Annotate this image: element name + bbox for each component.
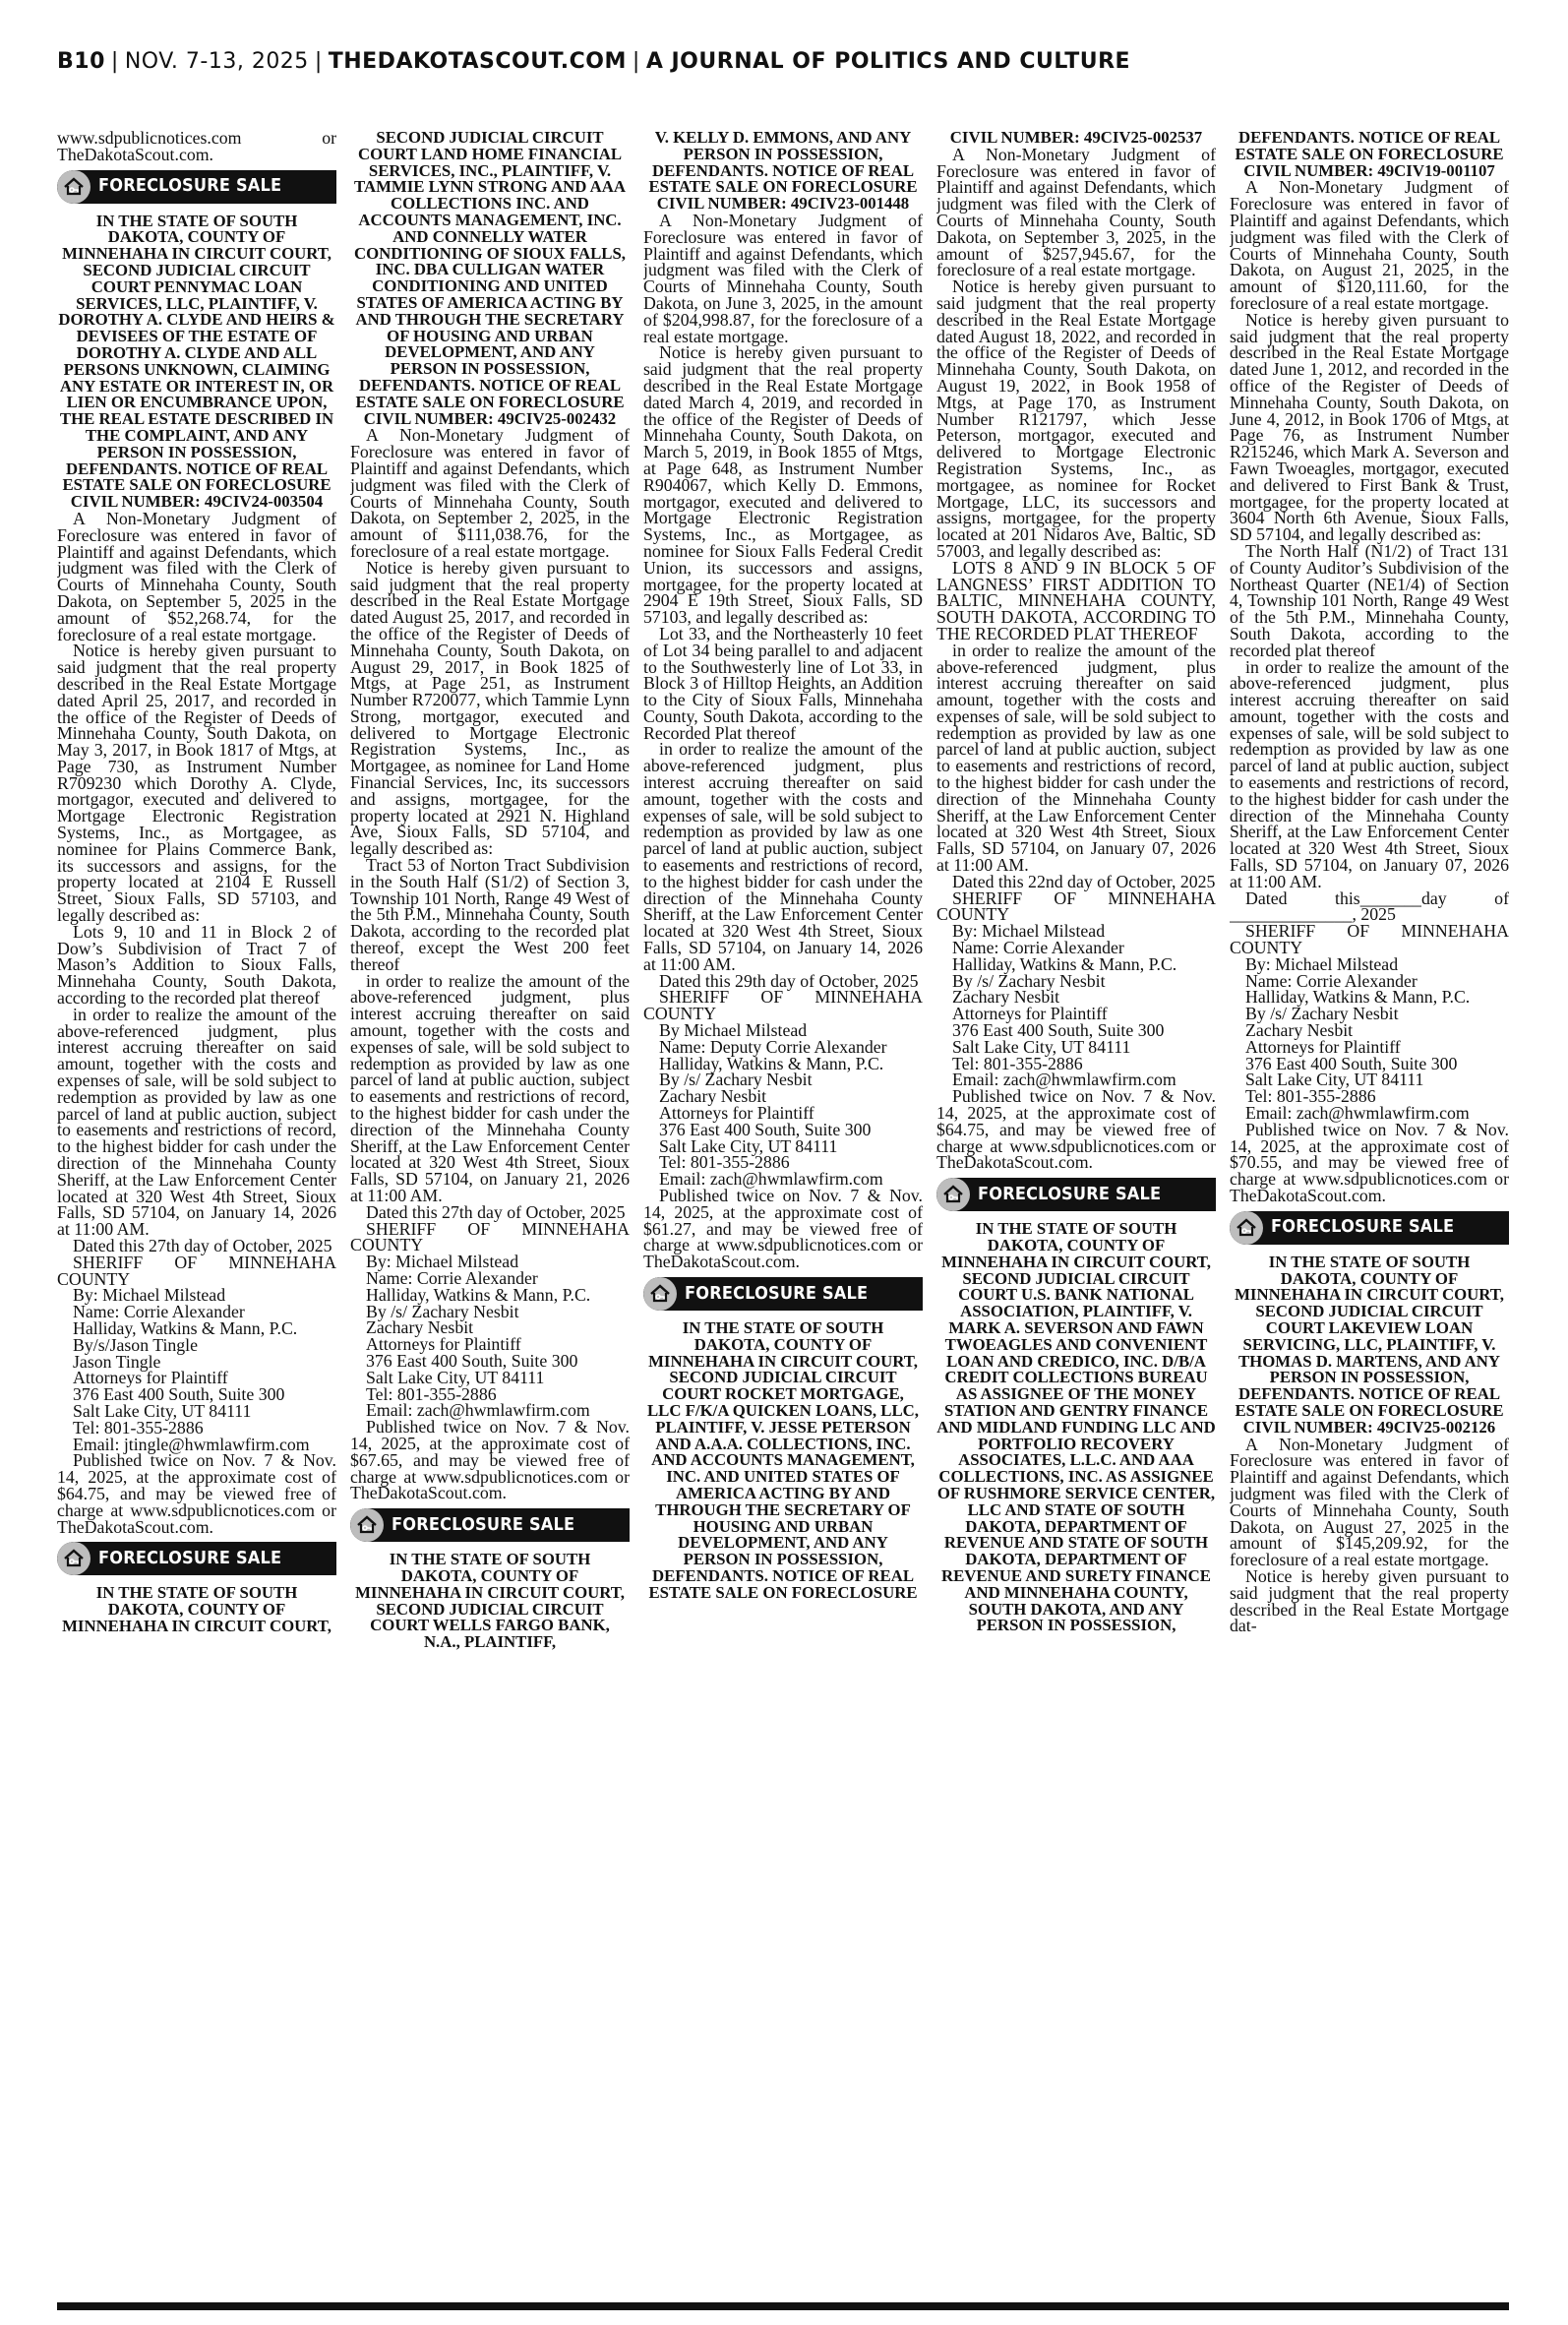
notice-paragraph: A Non-Monetary Judgment of Foreclosure was entered in favor of Plaintiff and against Defendants, which judgment was filed with the Clerk of Courts of Minnehaha County, South Dakota, on August 21, 2025, in the amount of $120,111.60, for the foreclosure of a real estate mortgage. <box>1230 177 1509 313</box>
notice-paragraph: By /s/ Zachary Nesbit <box>659 1070 813 1090</box>
notice-paragraph: A Non-Monetary Judgment of Foreclosure was entered in favor of Plaintiff and against Defendants, which judgment was filed with the Clerk of Courts of Minnehaha County, South Dakota, on September 5, 2025 in the amount of $52,268.74, for the foreclosure of a real estate mortgage. <box>57 508 336 644</box>
notice-caption: IN THE STATE OF SOUTH DAKOTA, COUNTY OF MINNEHAHA IN CIRCUIT COURT, SECOND JUDICIAL CIRCUIT COURT PENNYMAC LOAN SERVICES, LLC, PLAINTIFF, V. DOROTHY A. CLYDE AND HEIRS & DEVISEES OF THE ESTATE OF DOROTHY A. CLYDE AND ALL PERSONS UNKNOWN, CLAIMING ANY ESTATE OR INTEREST IN, OR LIEN OR ENCUMBRANCE UPON, THE REAL ESTATE DESCRIBED IN THE COMPLAINT, AND ANY PERSON IN POSSESSION, DEFENDANTS. NOTICE OF REAL ESTATE SALE ON FORECLOSURE CIVIL NUMBER: 49CIV24-003504 <box>58 211 335 512</box>
notice-paragraph: Published twice on Nov. 7 & Nov. 14, 2025, at the approximate cost of $67.65, and may be viewed free of charge at www.sdpublicnotices.com or TheDakotaScout.com. <box>350 1417 630 1503</box>
notice-paragraph: Halliday, Watkins & Mann, P.C. <box>1245 987 1471 1008</box>
header-separator: | <box>314 49 323 74</box>
notice-paragraph: A Non-Monetary Judgment of Foreclosure was entered in favor of Plaintiff and against Defendants, which judgment was filed with the Clerk of Courts of Minnehaha County, South Dakota, on September 2, 2025, in the amount of $111,038.76, for the foreclosure of a real estate mortgage. <box>350 425 630 561</box>
notice-caption: V. KELLY D. EMMONS, AND ANY PERSON IN POSSESSION, DEFENDANTS. NOTICE OF REAL ESTATE SALE ON FORECLOSURE CIVIL NUMBER: 49CIV23-001448 <box>648 130 918 214</box>
notice-paragraph: Tel: 801-355-2886 <box>73 1417 204 1438</box>
column-5 <box>1230 130 1509 2299</box>
notice-paragraph: Notice is hereby given pursuant to said judgment that the real property described in the Real Estate Mortgage dated June 1, 2012, and recorded in the office of the Register of Deeds of Minnehaha County, South Dakota, on June 4, 2012, in Book 1706 of Mtgs, at Page 76, as Instrument Number R215246, which Mark A. Severson and Fawn Twoeagles, mortgagor, executed and delivered to First Bank & Trust, mortgagee, for the property located at 3604 North 6th Avenue, Sioux Falls, SD 57104, and legally described as: <box>1230 309 1509 545</box>
header-separator: | <box>110 49 119 74</box>
publication-tagline: A JOURNAL OF POLITICS AND CULTURE <box>645 49 1131 74</box>
notice-paragraph: A Non-Monetary Judgment of Foreclosure was entered in favor of Plaintiff and against Defendants, which judgment was filed with the Clerk of Courts of Minnehaha County, South Dakota, on September 3, 2025, in the amount of $257,945.67, for the foreclosure of a real estate mortgage. <box>936 144 1216 280</box>
notice-paragraph: Notice is hereby given pursuant to said judgment that the real property described in the Real Estate Mortgage dated August 25, 2017, and recorded in the office of the Register of Deeds of Minnehaha County, South Dakota, on August 29, 2017, in Book 1825 of Mtgs, at Page 251, as Instrument Number R720077, which Tammie Lynn Strong, mortgagor, executed and delivered to Mortgage Electronic Registration Systems, Inc., as Mortgagee, as nominee for Land Home Financial Services, Inc, its successors and assigns, mortgagee, for the property located at 2921 N. Highland Ave, Sioux Falls, SD 57104, and legally described as: <box>350 557 630 859</box>
notice-paragraph: Tract 53 of Norton Tract Subdivision in the South Half (S1/2) of Section 3, Township 101 North, Range 49 West of the 5th P.M., Minnehaha County, South Dakota, according to the recorded plat thereof, except the West 200 feet thereof <box>350 855 630 974</box>
notice-paragraph: Email: zach@hwmlawfirm.com <box>659 1169 883 1190</box>
column-3 <box>643 130 923 2299</box>
notice-paragraph: By: Michael Milstead <box>73 1285 226 1306</box>
notice-paragraph: By/s/Jason Tingle <box>73 1334 198 1355</box>
banner-label: FORECLOSURE SALE <box>685 1282 869 1304</box>
legal-notices-columns <box>57 130 1509 2299</box>
notice-paragraph: Name: Corrie Alexander <box>952 938 1124 958</box>
notice-paragraph: Attorneys for Plaintiff <box>366 1334 521 1355</box>
notice-paragraph: By: Michael Milstead <box>366 1252 519 1272</box>
notice-paragraph: Email: jtingle@hwmlawfirm.com <box>73 1434 310 1454</box>
house-key-icon <box>350 1508 384 1542</box>
foreclosure-sale-banner <box>1230 1211 1509 1245</box>
notice-paragraph: Zachary Nesbit <box>659 1086 767 1107</box>
house-key-icon <box>1230 1211 1263 1245</box>
banner-label: FORECLOSURE SALE <box>98 175 282 197</box>
notice-caption: SECOND JUDICIAL CIRCUIT COURT LAND HOME FINANCIAL SERVICES, INC., PLAINTIFF, V. TAMMIE LYNN STRONG AND AAA COLLECTIONS INC. AND ACCOUNTS MANAGEMENT, INC. AND CONNELLY WATER CONDITIONING OF SIOUX FALLS, INC. DBA CULLIGAN WATER CONDITIONING AND UNITED STATES OF AMERICA ACTING BY AND THROUGH THE SECRETARY OF HOUSING AND URBAN DEVELOPMENT, AND ANY PERSON IN POSSESSION, DEFENDANTS. NOTICE OF REAL ESTATE SALE ON FORECLOSURE CIVIL NUMBER: 49CIV25-002432 <box>354 130 626 428</box>
notice-paragraph: Published twice on Nov. 7 & Nov. 14, 2025, at the approximate cost of $61.27, and may be viewed free of charge at www.sdpublicnotices.com or TheDakotaScout.com. <box>643 1186 923 1272</box>
header-separator: | <box>632 49 640 74</box>
notice-paragraph: Salt Lake City, UT 84111 <box>1245 1070 1424 1090</box>
notice-paragraph: Dated this 27th day of October, 2025 <box>73 1236 332 1255</box>
notice-paragraph: Halliday, Watkins & Mann, P.C. <box>366 1284 591 1305</box>
notice-paragraph: LOTS 8 AND 9 IN BLOCK 5 OF LANGNESS’ FIRST ADDITION TO BALTIC, MINNEHAHA COUNTY, SOUTH DAKOTA, ACCORDING TO THE RECORDED PLAT THEREOF <box>936 557 1216 643</box>
column-2 <box>350 130 630 2299</box>
notice-paragraph: Dated this 22nd day of October, 2025 <box>952 871 1216 891</box>
notice-paragraph: Zachary Nesbit <box>1245 1020 1354 1041</box>
notice-paragraph: Name: Corrie Alexander <box>1245 970 1417 991</box>
bottom-rule <box>57 2302 1509 2310</box>
notice-paragraph: By /s/ Zachary Nesbit <box>366 1301 519 1321</box>
notice-paragraph: Email: zach@hwmlawfirm.com <box>366 1400 590 1421</box>
notice-paragraph: Published twice on Nov. 7 & Nov. 14, 2025, at the approximate cost of $64.75, and may be viewed free of charge at www.sdpublicnotices.com or TheDakotaScout.com. <box>936 1086 1216 1173</box>
notice-caption: IN THE STATE OF SOUTH DAKOTA, COUNTY OF MINNEHAHA IN CIRCUIT COURT, SECOND JUDICIAL CIRCUIT COURT ROCKET MORTGAGE, LLC F/K/A QUICKEN LOANS, LLC, PLAINTIFF, V. JESSE PETERSON AND A.A.A. COLLECTIONS, INC. AND ACCOUNTS MANAGEMENT, INC. AND UNITED STATES OF AMERICA ACTING BY AND THROUGH THE SECRETARY OF HOUSING AND URBAN DEVELOPMENT, AND ANY PERSON IN POSSESSION, DEFENDANTS. NOTICE OF REAL ESTATE SALE ON FORECLOSURE <box>646 1317 919 1602</box>
notice-paragraph: Attorneys for Plaintiff <box>952 1004 1108 1024</box>
notice-paragraph: Salt Lake City, UT 84111 <box>73 1400 252 1421</box>
notice-paragraph: By /s/ Zachary Nesbit <box>952 970 1106 991</box>
notice-paragraph: Attorneys for Plaintiff <box>73 1368 228 1388</box>
notice-paragraph: Name: Corrie Alexander <box>73 1302 245 1322</box>
foreclosure-sale-banner <box>643 1277 923 1311</box>
column-4 <box>936 130 1216 2299</box>
notice-caption: IN THE STATE OF SOUTH DAKOTA, COUNTY OF MINNEHAHA IN CIRCUIT COURT, SECOND JUDICIAL CIRCUIT COURT WELLS FARGO BANK, N.A., PLAINTIFF, <box>355 1550 625 1652</box>
site-name: THEDAKOTASCOUT.COM <box>328 49 627 74</box>
notice-paragraph: Attorneys for Plaintiff <box>1245 1036 1401 1057</box>
notice-paragraph: Salt Lake City, UT 84111 <box>366 1367 545 1387</box>
notice-paragraph: in order to realize the amount of the above-referenced judgment, plus interest accruing thereafter on said amount, together with the costs and expenses of sale, will be sold subject to redemption as provided by law as one parcel of land at public auction, subject to easements and restrictions of record, to the highest bidder for cash under the direction of the Minnehaha County Sheriff, at the Law Enforcement Center located at 320 West 4th Street, Sioux Falls, SD 57104, on January 14, 2026 at 11:00 AM. <box>643 739 923 974</box>
notice-paragraph: Notice is hereby given pursuant to said judgment that the real property described in the Real Estate Mortgage dat- <box>1230 1565 1509 1636</box>
notice-paragraph: Name: Corrie Alexander <box>366 1267 538 1288</box>
notice-paragraph: Email: zach@hwmlawfirm.com <box>952 1070 1176 1090</box>
notice-paragraph: www.sdpublicnotices.com or TheDakotaScout.com. <box>57 130 336 164</box>
notice-paragraph: Zachary Nesbit <box>952 987 1060 1008</box>
notice-paragraph: SHERIFF OF MINNEHAHA COUNTY <box>936 887 1216 925</box>
page-number: B10 <box>57 49 105 74</box>
foreclosure-sale-banner <box>57 1542 336 1575</box>
banner-label: FORECLOSURE SALE <box>392 1513 575 1535</box>
notice-paragraph: The North Half (N1/2) of Tract 131 of County Auditor’s Subdivision of the Northeast Quarter (NE1/4) of Section 4, Township 101 North, Range 49 West of the 5th P.M., Minnehaha County, South Dakota, according to the recorded plat thereof <box>1230 540 1509 660</box>
house-key-icon <box>57 1542 90 1575</box>
banner-label: FORECLOSURE SALE <box>98 1547 282 1568</box>
notice-paragraph: Dated this 27th day of October, 2025 <box>366 1201 626 1222</box>
notice-paragraph: Published twice on Nov. 7 & Nov. 14, 2025, at the approximate cost of $64.75, and may be viewed free of charge at www.sdpublicnotices.com or TheDakotaScout.com. <box>57 1450 336 1537</box>
notice-caption: DEFENDANTS. NOTICE OF REAL ESTATE SALE ON FORECLOSURE CIVIL NUMBER: 49CIV19-001107 <box>1235 130 1504 180</box>
notice-paragraph: Lot 33, and the Northeasterly 10 feet of Lot 34 being parallel to and adjacent to the Southwesterly line of Lot 33, in Block 3 of Hilltop Heights, an Addition to the City of Sioux Falls, Minnehaha County, South Dakota, according to the Recorded Plat thereof <box>643 623 923 743</box>
notice-paragraph: Tel: 801-355-2886 <box>659 1152 790 1173</box>
notice-paragraph: By /s/ Zachary Nesbit <box>1245 1004 1399 1024</box>
notice-paragraph: Tel: 801-355-2886 <box>1245 1086 1376 1107</box>
notice-paragraph: Tel: 801-355-2886 <box>366 1383 497 1404</box>
notice-paragraph: Salt Lake City, UT 84111 <box>952 1036 1131 1057</box>
notice-paragraph: Dated this_______day of ______________, 2025 <box>1230 887 1509 925</box>
issue-date: NOV. 7-13, 2025 <box>124 49 309 74</box>
banner-label: FORECLOSURE SALE <box>978 1183 1162 1204</box>
notice-paragraph: SHERIFF OF MINNEHAHA COUNTY <box>643 987 923 1024</box>
notice-caption: CIVIL NUMBER: 49CIV25-002537 <box>949 130 1203 147</box>
notice-paragraph: Notice is hereby given pursuant to said judgment that the real property described in the Real Estate Mortgage dated April 25, 2017, and recorded in the office of the Register of Deeds of Minnehaha County, South Dakota, on May 3, 2017, in Book 1817 of Mtgs, at Page 730, as Instrument Number R709230 which Dorothy A. Clyde, mortgagor, executed and delivered to Mortgage Electronic Registration Systems, Inc., as Mortgagee, as nominee for Plains Commerce Bank, its successors and assigns, for the property located at 2104 E Russell Street, Sioux Falls, SD 57103, and legally described as: <box>57 641 336 926</box>
notice-paragraph: SHERIFF OF MINNEHAHA COUNTY <box>57 1252 336 1289</box>
column-1 <box>57 130 336 2299</box>
notice-paragraph: in order to realize the amount of the above-referenced judgment, plus interest accruing thereafter on said amount, together with the costs and expenses of sale, will be sold subject to redemption as provided by law as one parcel of land at public auction, subject to easements and restrictions of record, to the highest bidder for cash under the direction of the Minnehaha County Sheriff, at the Law Enforcement Center located at 320 West 4th Street, Sioux Falls, SD 57104, on January 14, 2026 at 11:00 AM. <box>57 1004 336 1240</box>
house-key-icon <box>57 170 90 204</box>
notice-paragraph: By: Michael Milstead <box>1245 953 1399 974</box>
notice-paragraph: 376 East 400 South, Suite 300 <box>73 1384 285 1405</box>
foreclosure-sale-banner <box>350 1508 630 1542</box>
notice-paragraph: 376 East 400 South, Suite 300 <box>1245 1053 1458 1073</box>
notice-paragraph: Salt Lake City, UT 84111 <box>659 1135 838 1156</box>
notice-paragraph: Halliday, Watkins & Mann, P.C. <box>73 1317 298 1338</box>
notice-paragraph: Dated this 29th day of October, 2025 <box>659 970 919 991</box>
notice-paragraph: Zachary Nesbit <box>366 1317 474 1338</box>
notice-paragraph: Halliday, Watkins & Mann, P.C. <box>659 1053 884 1073</box>
notice-paragraph: Name: Deputy Corrie Alexander <box>659 1036 887 1057</box>
notice-caption: IN THE STATE OF SOUTH DAKOTA, COUNTY OF MINNEHAHA IN CIRCUIT COURT, <box>62 1583 332 1635</box>
notice-paragraph: Halliday, Watkins & Mann, P.C. <box>952 953 1177 974</box>
notice-paragraph: SHERIFF OF MINNEHAHA COUNTY <box>350 1218 630 1255</box>
banner-label: FORECLOSURE SALE <box>1271 1216 1455 1238</box>
notice-paragraph: Attorneys for Plaintiff <box>659 1103 814 1124</box>
notice-paragraph: Lots 9, 10 and 11 in Block 2 of Dow’s Subdivision of Tract 7 of Mason’s Addition to Sioux Falls, Minnehaha County, South Dakota, according to the recorded plat thereof <box>57 921 336 1009</box>
notice-paragraph: 376 East 400 South, Suite 300 <box>952 1020 1165 1041</box>
house-key-icon <box>936 1178 970 1211</box>
notice-paragraph: A Non-Monetary Judgment of Foreclosure was entered in favor of Plaintiff and against Defendants, which judgment was filed with the Clerk of Courts of Minnehaha County, South Dakota, on June 3, 2025, in the amount of $204,998.87, for the foreclosure of a real estate mortgage. <box>643 210 923 346</box>
notice-paragraph: By Michael Milstead <box>659 1020 808 1041</box>
notice-paragraph: Notice is hereby given pursuant to said judgment that the real property described in the Real Estate Mortgage dated August 18, 2022, and recorded in the office of the Register of Deeds of Minnehaha County, South Dakota, on August 19, 2022, in Book 1958 of Mtgs, at Page 170, as Instrument Number R121797, which Jesse Peterson, mortgagor, executed and delivered to Mortgage Electronic Registration Systems, Inc., as mortgagee, as nominee for Rocket Mortgage, LLC, its successors and assigns, mortgagee, for the property located at 201 Nidaros Ave, Baltic, SD 57003, and legally described as: <box>936 276 1216 561</box>
notice-paragraph: Jason Tingle <box>73 1351 161 1372</box>
notice-paragraph: in order to realize the amount of the above-referenced judgment, plus interest accruing thereafter on said amount, together with the costs and expenses of sale, will be sold subject to redemption as provided by law as one parcel of land at public auction, subject to easements and restrictions of record, to the highest bidder for cash under the direction of the Minnehaha County Sheriff, at the Law Enforcement Center located at 320 West 4th Street, Sioux Falls, SD 57104, on January 21, 2026 at 11:00 AM. <box>350 970 630 1205</box>
notice-paragraph: 376 East 400 South, Suite 300 <box>366 1350 578 1371</box>
notice-paragraph: in order to realize the amount of the above-referenced judgment, plus interest accruing thereafter on said amount, together with the costs and expenses of sale, will be sold subject to redemption as provided by law as one parcel of land at public auction, subject to easements and restrictions of record, to the highest bidder for cash under the direction of the Minnehaha County Sheriff, at the Law Enforcement Center located at 320 West 4th Street, Sioux Falls, SD 57104, on January 07, 2026 at 11:00 AM. <box>936 640 1216 876</box>
notice-paragraph: Email: zach@hwmlawfirm.com <box>1245 1103 1470 1124</box>
notice-paragraph: Published twice on Nov. 7 & Nov. 14, 2025, at the approximate cost of $70.55, and may be viewed free of charge at www.sdpublicnotices.com or TheDakotaScout.com. <box>1230 1119 1509 1205</box>
notice-paragraph: By: Michael Milstead <box>952 921 1106 942</box>
foreclosure-sale-banner <box>936 1178 1216 1211</box>
page-header <box>57 49 1513 85</box>
notice-paragraph: in order to realize the amount of the above-referenced judgment, plus interest accruing thereafter on said amount, together with the costs and expenses of sale, will be sold subject to redemption as provided by law as one parcel of land at public auction, subject to easements and restrictions of record, to the highest bidder for cash under the direction of the Minnehaha County Sheriff, at the Law Enforcement Center located at 320 West 4th Street, Sioux Falls, SD 57104, on January 07, 2026 at 11:00 AM. <box>1230 656 1509 891</box>
notice-paragraph: SHERIFF OF MINNEHAHA COUNTY <box>1230 921 1509 958</box>
notice-caption: IN THE STATE OF SOUTH DAKOTA, COUNTY OF MINNEHAHA IN CIRCUIT COURT, SECOND JUDICIAL CIRCUIT COURT LAKEVIEW LOAN SERVICING, LLC, PLAINTIFF, V. THOMAS D. MARTENS, AND ANY PERSON IN POSSESSION, DEFENDANTS. NOTICE OF REAL ESTATE SALE ON FORECLOSURE CIVIL NUMBER: 49CIV25-002126 <box>1235 1252 1504 1437</box>
notice-paragraph: 376 East 400 South, Suite 300 <box>659 1119 872 1139</box>
notice-paragraph: Notice is hereby given pursuant to said judgment that the real property described in the Real Estate Mortgage dated March 4, 2019, and recorded in the office of the Register of Deeds of Minnehaha County, South Dakota, on March 5, 2019, in Book 1855 of Mtgs, at Page 648, as Instrument Number R904067, which Kelly D. Emmons, mortgagor, executed and delivered to Mortgage Electronic Registration Systems, Inc., as Mortgagee, as nominee for Sioux Falls Federal Credit Union, its successors and assigns, mortgagee, for the property located at 2904 E 19th Street, Sioux Falls, SD 57103, and legally described as: <box>643 342 923 628</box>
foreclosure-sale-banner <box>57 170 336 204</box>
notice-paragraph: A Non-Monetary Judgment of Foreclosure was entered in favor of Plaintiff and against Defendants, which judgment was filed with the Clerk of Courts of Minnehaha County, South Dakota, on August 27, 2025 in the amount of $145,209.92, for the foreclosure of a real estate mortgage. <box>1230 1434 1509 1570</box>
notice-paragraph: Tel: 801-355-2886 <box>952 1053 1083 1073</box>
house-key-icon <box>643 1277 677 1311</box>
notice-caption: IN THE STATE OF SOUTH DAKOTA, COUNTY OF MINNEHAHA IN CIRCUIT COURT, SECOND JUDICIAL CIRCUIT COURT U.S. BANK NATIONAL ASSOCIATION, PLAINTIFF, V. MARK A. SEVERSON AND FAWN TWOEAGLES AND CONVENIENT LOAN AND CREDICO, INC. D/B/A CREDIT COLLECTIONS BUREAU AS ASSIGNEE OF THE MONEY STATION AND GENTRY FINANCE AND MIDLAND FUNDING LLC AND PORTFOLIO RECOVERY ASSOCIATES, L.L.C. AND AAA COLLECTIONS, INC. AS ASSIGNEE OF RUSHMORE SERVICE CENTER, LLC AND STATE OF SOUTH DAKOTA, DEPARTMENT OF REVENUE AND STATE OF SOUTH DAKOTA, DEPARTMENT OF REVENUE AND SURETY FINANCE AND MINNEHAHA COUNTY, SOUTH DAKOTA, AND ANY PERSON IN POSSESSION, <box>936 1219 1216 1635</box>
